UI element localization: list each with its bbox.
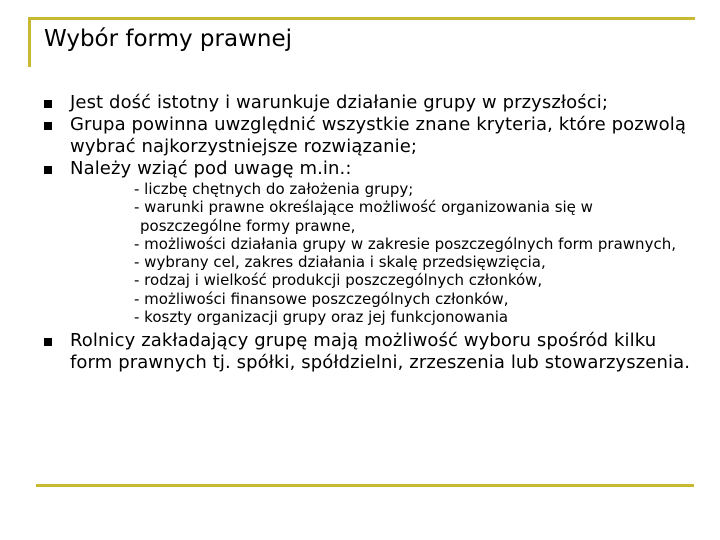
bullet-item — [44, 114, 694, 158]
square-bullet-icon — [44, 338, 52, 346]
bullet-item — [44, 92, 694, 114]
square-bullet-icon — [44, 100, 52, 108]
sub-list-container — [44, 180, 694, 326]
slide-frame-bottom — [36, 484, 694, 487]
bullet-item — [44, 158, 694, 180]
criteria-sublist — [134, 180, 694, 326]
bullet-text: Jest dość istotny i warunkuje działanie grupy w przyszłości; — [70, 92, 608, 113]
sublist-item: - wybrany cel, zakres działania i skalę przedsięwzięcia, — [134, 253, 546, 272]
sublist-item: - liczbę chętnych do założenia grupy; — [134, 180, 414, 198]
slide-frame-left — [28, 17, 31, 67]
bullet-list — [44, 92, 694, 374]
slide-frame-top — [28, 17, 695, 20]
slide-title: Wybór formy prawnej — [44, 26, 293, 52]
sublist-item: - koszty organizacji grupy oraz jej funkcjonowania — [134, 308, 509, 327]
square-bullet-icon — [44, 122, 52, 130]
bullet-item — [44, 330, 694, 374]
bullet-text: Rolnicy zakładający grupę mają możliwość wyboru spośród kilku form prawnych tj. spółki, spółdzielni, zrzeszenia lub stowarzyszenia. — [70, 330, 691, 374]
square-bullet-icon — [44, 166, 52, 174]
sublist-item: - rodzaj i wielkość produkcji poszczególnych członków, — [134, 271, 543, 290]
bullet-text: Należy wziąć pod uwagę m.in.: — [70, 158, 352, 179]
bullet-text: Grupa powinna uwzględnić wszystkie znane kryteria, które pozwolą wybrać najkorzystniejsze rozwiązanie; — [70, 114, 686, 157]
sublist-item: - możliwości działania grupy w zakresie poszczególnych form prawnych, — [134, 234, 676, 253]
sublist-item: - warunki prawne określające możliwość organizowania się w poszczególne formy prawne, — [134, 198, 593, 235]
sublist-item: - możliwości finansowe poszczególnych członków, — [134, 289, 509, 308]
